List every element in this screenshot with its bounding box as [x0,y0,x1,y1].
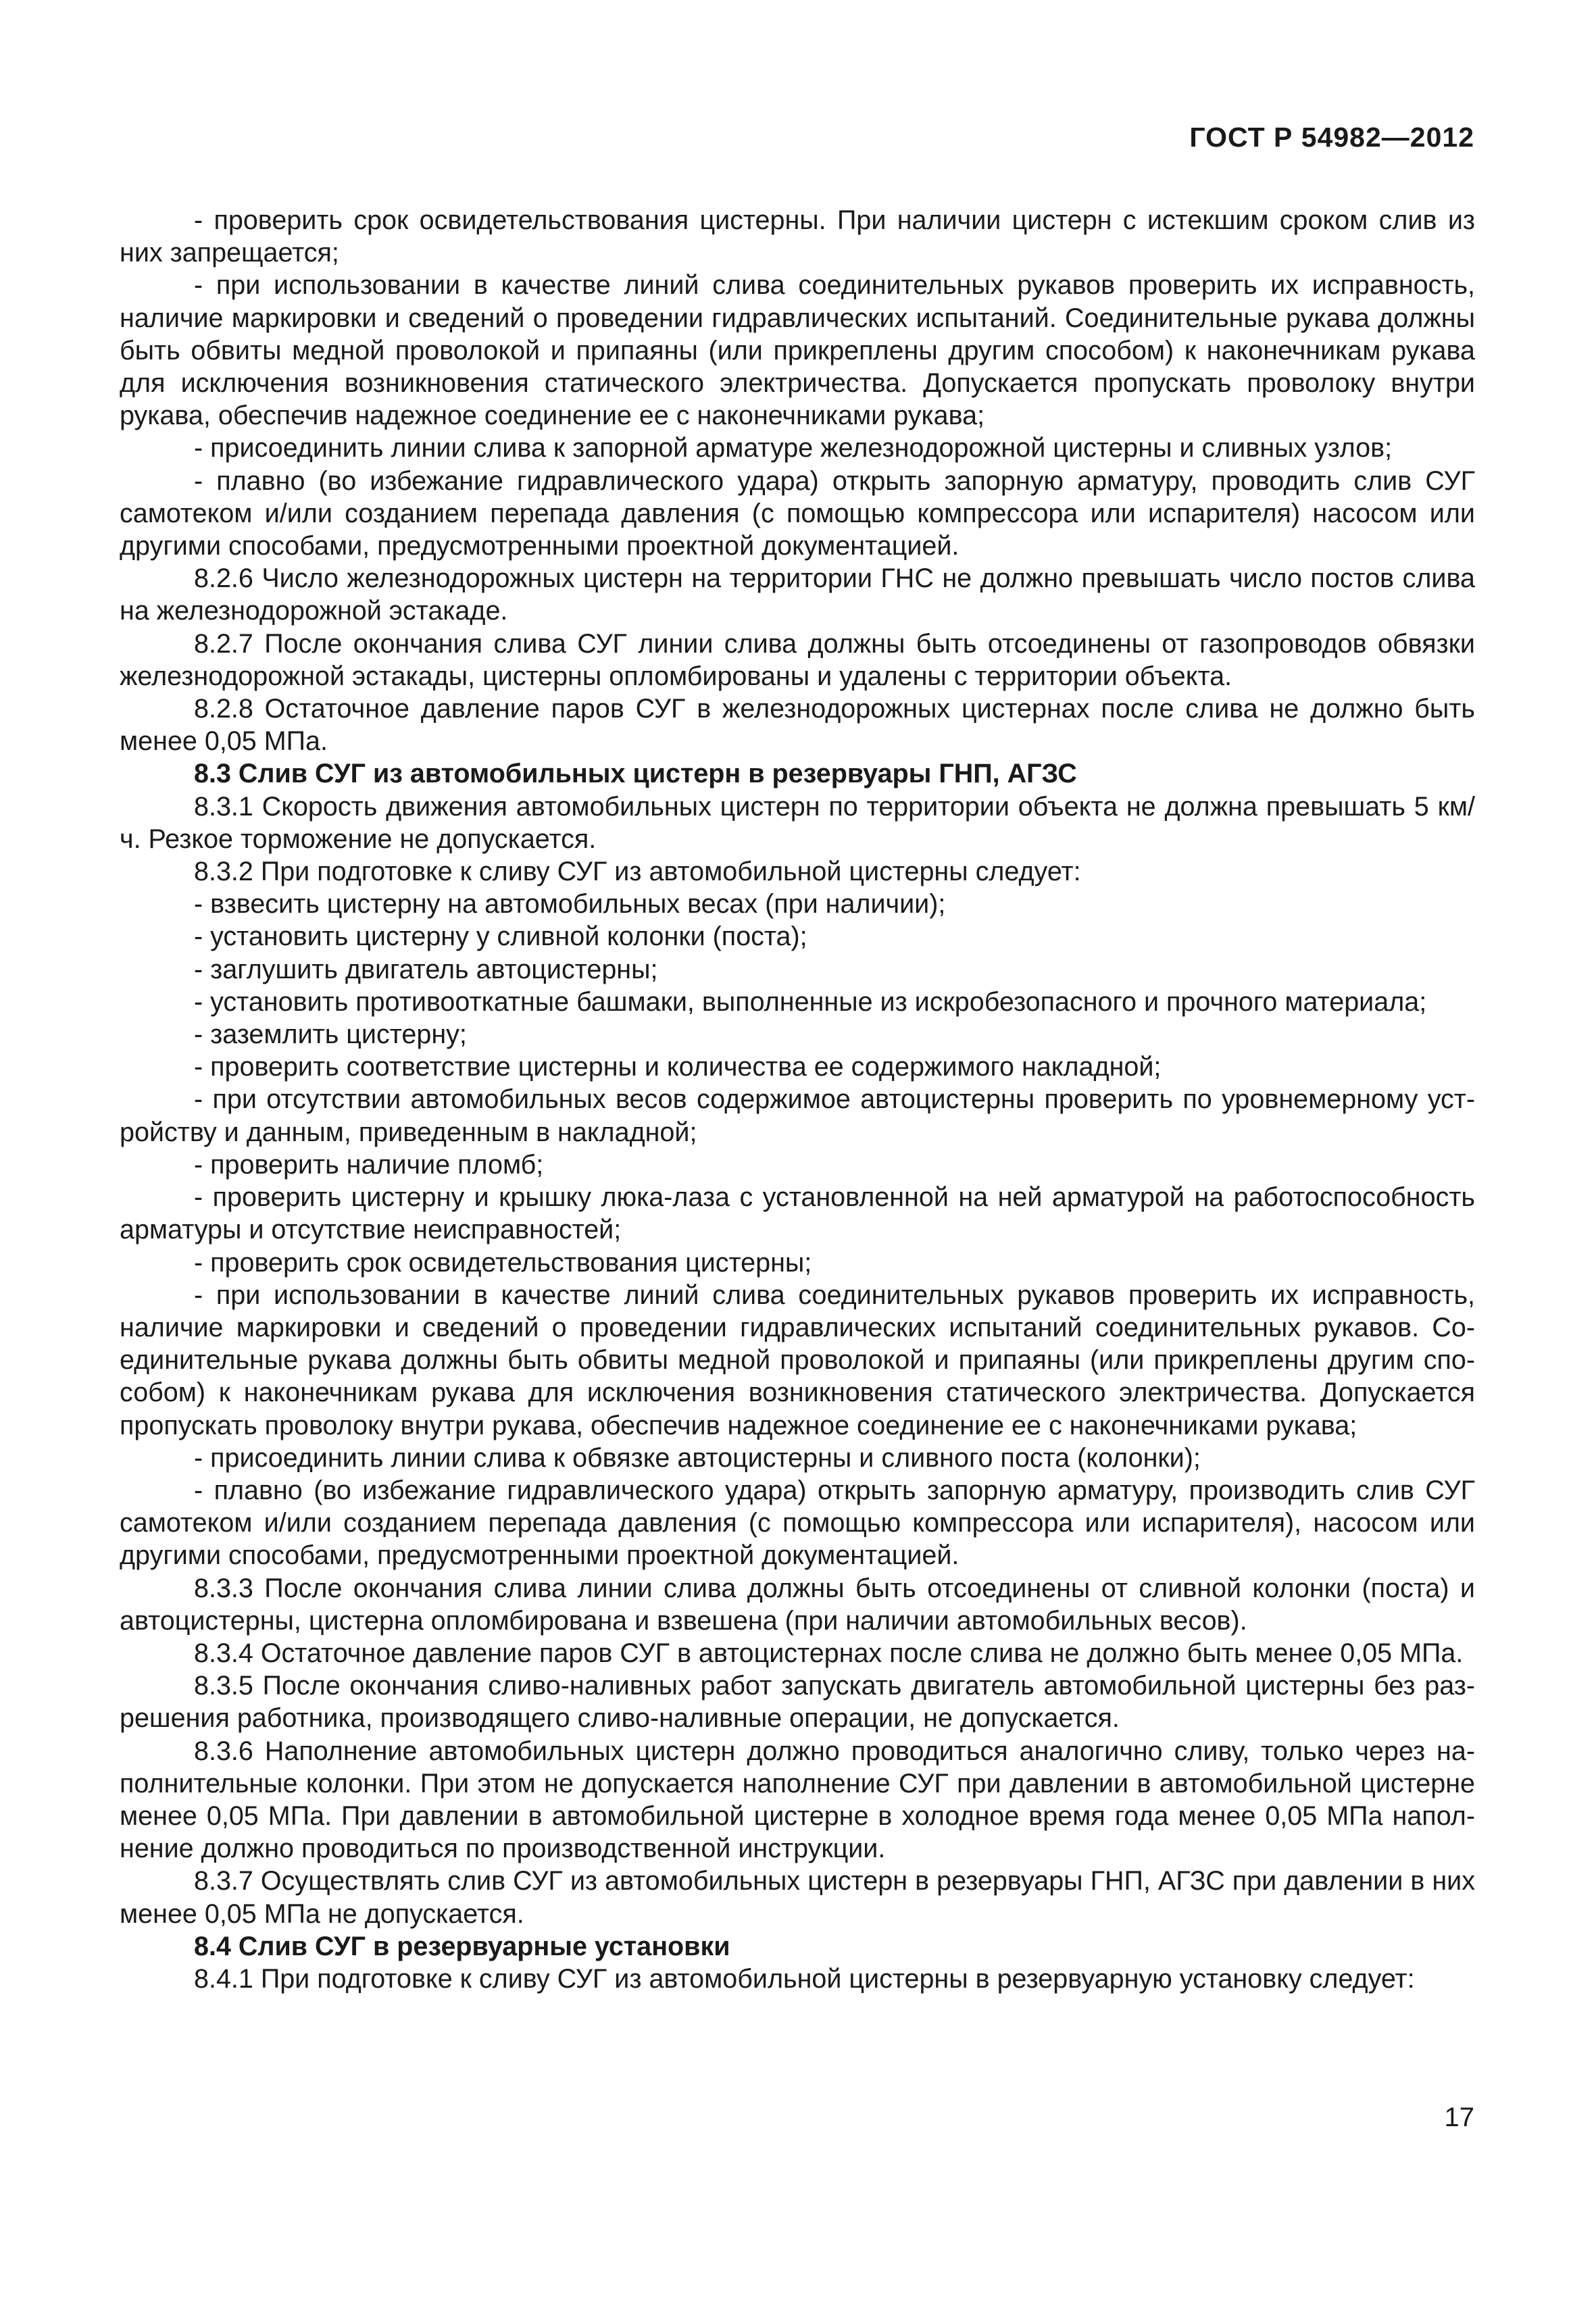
paragraph: - при использовании в качестве линий слива соединительных рукавов проверить их исправность, наличие маркировки и сведений о проведении гидравлических испытаний. Соединительные рукава должны быть обвиты медной проволокой и припаяны (или прикреплены другим способом) к наконечникам рукава для исключения возникновения статического электричества. Допускается пропускать проволоку внутри рукава, обеспечив надежное соединение ее с наконечниками рукава; [120,270,1475,431]
paragraph: 8.2.6 Число железнодорожных цистерн на территории ГНС не должно превышать число постов слива на железнодорожной эстакаде. [120,563,1475,626]
paragraph: 8.4.1 При подготовке к сливу СУГ из автомобильной цистерны в резервуарную установку следует: [194,1963,1415,1994]
paragraph: - установить противооткатные башмаки, выполненные из искробезопасного и прочного материала; [194,986,1427,1017]
paragraph: 8.3.5 После окончания сливо-наливных работ запускать двигатель автомобильной цистерны без разрешения работника, производящего сливо-наливные операции, не допускается. [120,1671,1475,1734]
paragraph: 8.3.3 После окончания слива линии слива должны быть отсоединены от сливной колонки (поста) и автоцистерны, цистерна опломбирована и взвешена (при наличии автомобильных весов). [120,1573,1475,1636]
paragraph: 8.3.2 При подготовке к сливу СУГ из автомобильной цистерны следует: [194,857,1081,887]
paragraph: - при отсутствии автомобильных весов содержимое автоцистерны проверить по уровнемерному устройству и данным, приведенным в накладной; [120,1084,1475,1147]
paragraph: - присоединить линии слива к обвязке автоцистерны и сливного поста (колонки); [194,1442,1201,1473]
paragraph: - проверить цистерну и крышку люка-лаза с установленной на ней арматурой на работоспособность арматуры и отсутствие неисправностей; [120,1182,1475,1245]
section-heading: 8.3 Слив СУГ из автомобильных цистерн в резервуары ГНП, АГЗС [194,759,1077,789]
paragraph: - при использовании в качестве линий слива соединительных рукавов проверить их исправность, наличие маркировки и сведений о проведении гидравлических испытаний соединительных рукавов. Соединительные рукава должны быть обвиты медной проволокой и припаяны (или прикреплены другим способом) к наконечникам рукава для исключения возникновения статического электричества. Допускается пропускать проволоку внутри рукава, обеспечив надежное соединение ее с наконечниками рукава; [120,1280,1475,1440]
paragraph: - проверить срок освидетельствования цистерны; [194,1247,812,1278]
paragraph: 8.3.1 Скорость движения автомобильных цистерн по территории объекта не должна превышать 5 км/ч. Резкое торможение не допускается. [120,791,1475,854]
paragraph: 8.2.7 После окончания слива СУГ линии слива должны быть отсоединены от газопроводов обвязки железнодорожной эстакады, цистерны опломбированы и удалены с территории объекта. [120,628,1475,691]
paragraph: 8.3.6 Наполнение автомобильных цистерн должно проводиться аналогично сливу, только через наполнительные колонки. При этом не допускается наполнение СУГ при давлении в автомобильной цистерне менее 0,05 МПа. При давлении в автомобильной цистерне в холодное время года менее 0,05 МПа наполнение должно проводиться по производственной инструкции. [120,1736,1475,1864]
paragraph: - установить цистерну у сливной колонки (поста); [194,922,807,952]
paragraph: - проверить срок освидетельствования цистерны. При наличии цистерн с истекшим сроком слив из них запрещается; [120,205,1475,268]
paragraph: - плавно (во избежание гидравлического удара) открыть запорную арматуру, производить слив СУГ самотеком и/или созданием перепада давления (с помощью компрессора или испарителя), насосом или другими способами, предусмотренными проектной документацией. [120,1475,1475,1571]
paragraph: 8.2.8 Остаточное давление паров СУГ в железнодорожных цистернах после слива не должно быть менее 0,05 МПа. [120,694,1475,757]
document-body [120,204,1475,1995]
paragraph: - заземлить цистерну; [194,1020,467,1050]
paragraph: - проверить соответствие цистерны и количества ее содержимого накладной; [194,1052,1162,1082]
paragraph: - проверить наличие пломб; [194,1149,544,1180]
document-header: ГОСТ Р 54982—2012 [1189,122,1474,153]
paragraph: 8.3.7 Осуществлять слив СУГ из автомобильных цистерн в резервуары ГНП, АГЗС при давлении в них менее 0,05 МПа не допускается. [120,1866,1475,1929]
paragraph: 8.3.4 Остаточное давление паров СУГ в автоцистернах после слива не должно быть менее 0,05 МПа. [194,1638,1464,1668]
paragraph: - взвесить цистерну на автомобильных весах (при наличии); [194,889,946,920]
paragraph: - заглушить двигатель автоцистерны; [194,954,658,984]
paragraph: - плавно (во избежание гидравлического удара) открыть запорную арматуру, проводить слив СУГ самотеком и/или созданием перепада давления (с помощью компрессора или испарителя) насосом или другими способами, предусмотренными проектной документацией. [120,466,1475,561]
page-number: 17 [1444,2103,1474,2132]
paragraph: - присоединить линии слива к запорной арматуре железнодорожной цистерны и сливных узлов; [194,433,1393,463]
section-heading: 8.4 Слив СУГ в резервуарные установки [194,1931,730,1961]
